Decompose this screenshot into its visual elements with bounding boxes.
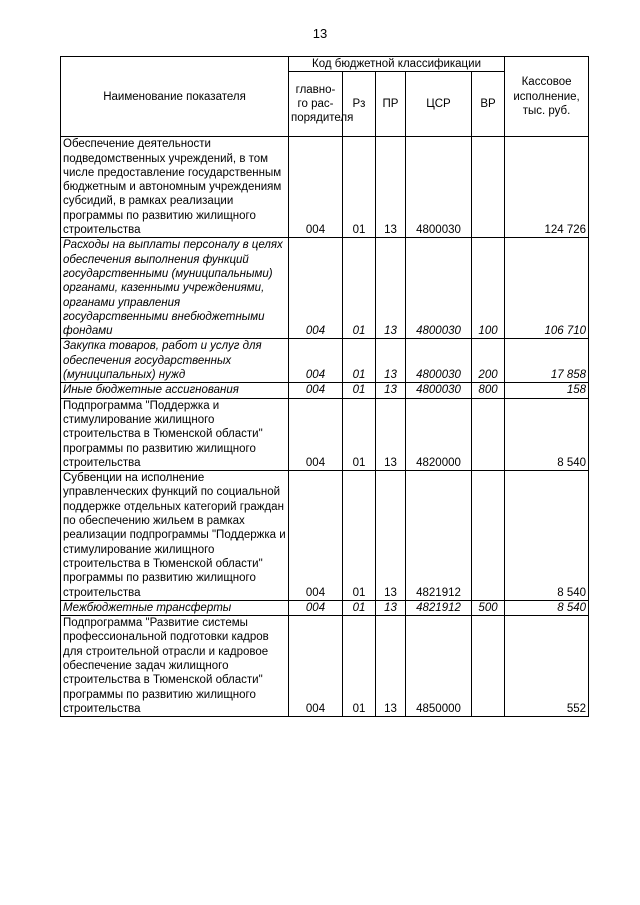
- row-csr-code: 4800030: [406, 238, 472, 339]
- row-vr-code: [472, 616, 505, 717]
- header-amount: Кассовое исполнение, тыс. руб.: [505, 57, 589, 137]
- row-name: Иные бюджетные ассигнования: [61, 383, 289, 398]
- row-rz-code: 01: [343, 398, 376, 470]
- row-vr-code: [472, 137, 505, 238]
- row-rz-code: 01: [343, 339, 376, 383]
- header-csr: ЦСР: [406, 72, 472, 137]
- header-budget-classification: Код бюджетной классификации: [289, 57, 505, 72]
- row-csr-code: 4800030: [406, 137, 472, 238]
- budget-execution-table: [60, 56, 589, 717]
- row-pr-code: 13: [376, 238, 406, 339]
- row-vr-code: 500: [472, 600, 505, 615]
- table-row: [61, 600, 589, 615]
- row-rz-code: 01: [343, 137, 376, 238]
- row-amount: 124 726: [505, 137, 589, 238]
- row-vr-code: [472, 398, 505, 470]
- header-pr: ПР: [376, 72, 406, 137]
- row-admin-code: 004: [289, 471, 343, 601]
- row-rz-code: 01: [343, 471, 376, 601]
- table-row: [61, 383, 589, 398]
- row-pr-code: 13: [376, 600, 406, 615]
- header-vr: ВР: [472, 72, 505, 137]
- row-amount: 8 540: [505, 600, 589, 615]
- row-admin-code: 004: [289, 137, 343, 238]
- row-amount: 17 858: [505, 339, 589, 383]
- row-csr-code: 4850000: [406, 616, 472, 717]
- table-row: [61, 339, 589, 383]
- row-admin-code: 004: [289, 398, 343, 470]
- header-rz: Рз: [343, 72, 376, 137]
- table-row: [61, 238, 589, 339]
- row-rz-code: 01: [343, 238, 376, 339]
- row-admin-code: 004: [289, 339, 343, 383]
- row-csr-code: 4821912: [406, 600, 472, 615]
- header-name: Наименование показателя: [61, 57, 289, 137]
- row-vr-code: 200: [472, 339, 505, 383]
- row-vr-code: [472, 471, 505, 601]
- row-amount: 8 540: [505, 471, 589, 601]
- row-name: Расходы на выплаты персоналу в целях обеспечения выполнения функций государственными (муниципальными) органами, казенными учреждениями, органами управления государственными внебюджетными фондами: [61, 238, 289, 339]
- row-pr-code: 13: [376, 616, 406, 717]
- row-csr-code: 4820000: [406, 398, 472, 470]
- row-name: Обеспечение деятельности подведомственных учреждений, в том числе предоставление государственным бюджетным и автономным учреждениям субсидий, в рамках реализации программы по развитию жилищного строительства: [61, 137, 289, 238]
- row-name: Субвенции на исполнение управленческих функций по социальной поддержке отдельных категорий граждан по обеспечению жильем в рамках реализации подпрограммы "Поддержка и стимулирование жилищного строительства в Тюменской области" программы по развитию жилищного строительства: [61, 471, 289, 601]
- table-row: [61, 398, 589, 470]
- row-name: Закупка товаров, работ и услуг для обеспечения государственных (муниципальных) нужд: [61, 339, 289, 383]
- table-row: [61, 137, 589, 238]
- row-admin-code: 004: [289, 616, 343, 717]
- row-name: Подпрограмма "Развитие системы профессиональной подготовки кадров для строительной отрасли и кадровое обеспечение задач жилищного строительства в Тюменской области" программы по развитию жилищного строительства: [61, 616, 289, 717]
- row-pr-code: 13: [376, 339, 406, 383]
- row-name: Межбюджетные трансферты: [61, 600, 289, 615]
- row-admin-code: 004: [289, 600, 343, 615]
- row-admin-code: 004: [289, 383, 343, 398]
- row-pr-code: 13: [376, 383, 406, 398]
- page-number: 13: [312, 26, 328, 41]
- row-amount: 158: [505, 383, 589, 398]
- row-csr-code: 4821912: [406, 471, 472, 601]
- row-admin-code: 004: [289, 238, 343, 339]
- row-amount: 106 710: [505, 238, 589, 339]
- row-pr-code: 13: [376, 471, 406, 601]
- header-admin: главно-го рас-порядителя: [289, 72, 343, 137]
- table-body: [61, 137, 589, 717]
- row-pr-code: 13: [376, 137, 406, 238]
- row-csr-code: 4800030: [406, 383, 472, 398]
- table-row: [61, 471, 589, 601]
- row-rz-code: 01: [343, 616, 376, 717]
- row-vr-code: 800: [472, 383, 505, 398]
- table-header: [61, 57, 589, 137]
- row-pr-code: 13: [376, 398, 406, 470]
- row-rz-code: 01: [343, 600, 376, 615]
- table-row: [61, 616, 589, 717]
- row-csr-code: 4800030: [406, 339, 472, 383]
- row-amount: 8 540: [505, 398, 589, 470]
- row-rz-code: 01: [343, 383, 376, 398]
- row-vr-code: 100: [472, 238, 505, 339]
- row-name: Подпрограмма "Поддержка и стимулирование жилищного строительства в Тюменской области" программы по развитию жилищного строительства: [61, 398, 289, 470]
- row-amount: 552: [505, 616, 589, 717]
